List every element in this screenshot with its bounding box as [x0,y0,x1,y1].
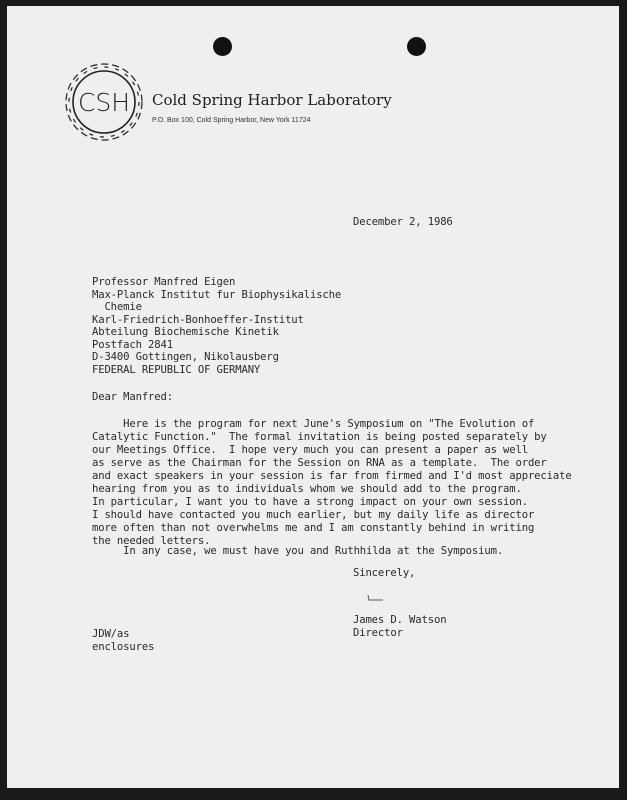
address-line: Max-Planck Institut fur Biophysikalische [92,289,342,301]
address-line: Abteilung Biochemische Kinetik [92,326,279,338]
address-line: Postfach 2841 [92,339,173,351]
signer-title: Director [353,627,403,639]
body-line: our Meetings Office. I hope very much you can present a paper as well [92,444,528,456]
address-line: FEDERAL REPUBLIC OF GERMANY [92,364,261,376]
address-line: Karl-Friedrich-Bonhoeffer-Institut [92,314,304,326]
body-line: the needed letters. [92,535,211,547]
letter-date: December 2, 1986 [353,216,453,228]
body-line: I should have contacted you much earlier, but my daily life as director [92,509,535,521]
organization-name: Cold Spring Harbor Laboratory [152,91,392,109]
body-line: hearing from you as to individuals whom we should add to the program. [92,483,522,495]
csh-logo [62,60,146,144]
typist-initials: JDW/as [92,628,130,640]
enclosures-note: enclosures [92,641,155,653]
body-line: Catalytic Function." The formal invitation is being posted separately by [92,431,547,443]
address-line: Professor Manfred Eigen [92,276,236,288]
body-line: as serve as the Chairman for the Session on RNA as a template. The order [92,457,547,469]
salutation: Dear Manfred: [92,391,173,403]
address-line: D-3400 Gottingen, Nikolausberg [92,351,279,363]
body-line: and exact speakers in your session is far from firmed and I'd most appreciate [92,470,572,482]
closing-paragraph: In any case, we must have you and Ruthhilda at the Symposium. [92,545,504,557]
punch-hole [213,37,232,56]
closing: Sincerely, [353,567,416,579]
organization-address: P.O. Box 100, Cold Spring Harbor, New York 11724 [152,117,311,124]
signer-name: James D. Watson [353,614,447,626]
signature [365,593,387,603]
body-line: more often than not overwhelms me and I am constantly behind in writing [92,522,535,534]
body-line: In particular, I want you to have a strong impact on your own session. [92,496,528,508]
punch-hole [407,37,426,56]
address-line: Chemie [92,301,142,313]
body-line: Here is the program for next June's Symposium on "The Evolution of [92,418,535,430]
svg-text:CSH: CSH [77,88,131,117]
